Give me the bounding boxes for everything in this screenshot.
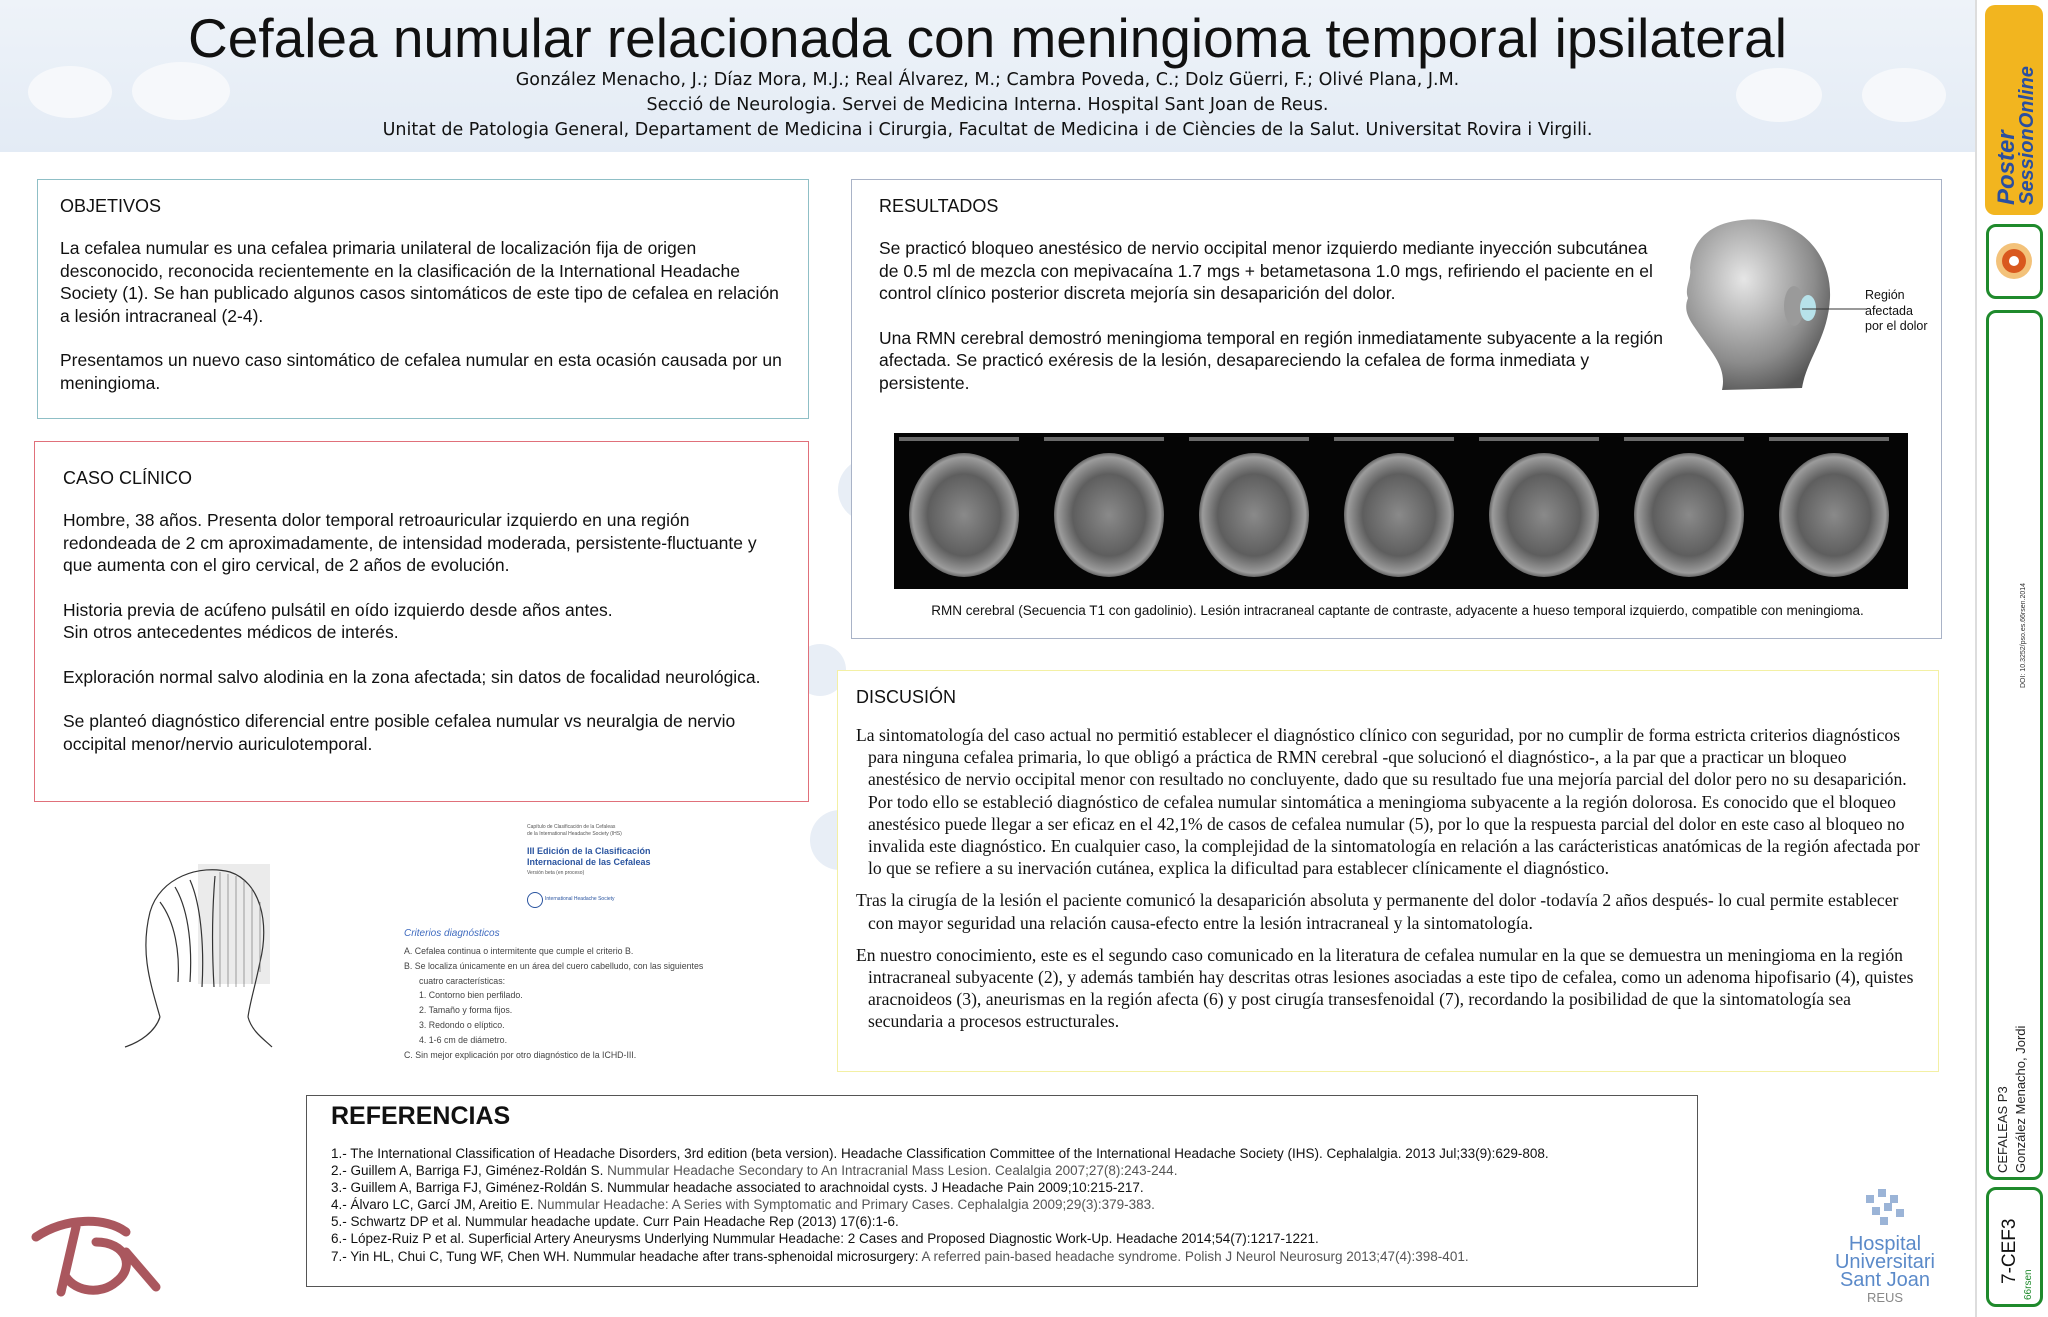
caso-paragraph-4: Se planteó diagnóstico diferencial entre posible cefalea numular vs neuralgia de nervio occipital menor/nervio auriculotemporal.	[63, 711, 736, 754]
leader-line	[1802, 307, 1867, 311]
hospital-word-4: REUS	[1866, 1290, 1904, 1305]
caso-paragraph-3: Exploración normal salvo alodinia en la zona afectada; sin datos de focalidad neurológica.	[63, 666, 761, 687]
resultados-paragraph-2: Una RMN cerebral demostró meningioma temporal en región inmediatamente subyacente a la región afectada. Se practicó exéresis de la lesión, desapareciendo la cefalea de forma inmediata y persistente.	[879, 327, 1664, 393]
hospital-word-1: Hospital	[1848, 1233, 1922, 1255]
head-profile-illustration	[1682, 218, 1832, 393]
criterio-a: A. Cefalea continua o intermitente que cumple el criterio B.	[404, 946, 634, 956]
affiliation-hospital: Secció de Neurologia. Servei de Medicina Interna. Hospital Sant Joan de Reus.	[646, 95, 1329, 115]
discusion-paragraph-2: Tras la cirugía de la lesión el paciente comunicó la desaparición absoluta y permanente del dolor -todavía 2 años después- lo cual permite establecer con mayor seguridad una relación causa-efecto entre la lesión intracraneal y la sintomatología.	[856, 890, 1899, 933]
ihs-logo-icon	[527, 892, 543, 908]
reference-item: 2.- Guillem A, Barriga FJ, Giménez-Roldán S. Nummular Headache Secondary to An Intracranial Mass Lesion. Cealalgia 2007;27(8):243-244.	[331, 1163, 1178, 1179]
criteria-doc-logo-text: International Headache Society	[545, 896, 615, 902]
poster-session-online-badge[interactable]	[1985, 5, 2043, 215]
resultados-section	[851, 179, 1942, 639]
hospital-logo-text	[1820, 1235, 1950, 1307]
hospital-word-3: Sant Joan	[1839, 1269, 1931, 1291]
brand-text-poster: Poster	[1993, 130, 2020, 205]
affected-region-label	[1865, 288, 1928, 335]
society-logo-icon	[1989, 227, 2040, 296]
caso-paragraph-1: Hombre, 38 años. Presenta dolor temporal retroauricular izquierdo en una región redondeada de 2 cm aproximadamente, de intensidad moderada, persistente-fluctuante y que aumenta con el giro cervical, de 2 años de evolución.	[63, 510, 757, 575]
discusion-paragraph-3: En nuestro conocimiento, este es el segundo caso comunicado en la literatura de cefalea numular en la que se demuestra un meningioma en la región intracraneal subyacente (2), y además también hay descritas otras lesiones asociadas a este tipo de cefalea, como un adenoma hipofisario (4), quistes aracnoideos (3), aneurismas en la región afecta (6) y post cirugía transesfenoidal (7), recordando la posibilidad de que la sintomatología sea secundaria a procesos estructurales.	[856, 944, 1914, 1032]
criterio-c: C. Sin mejor explicación por otro diagnóstico de la ICHD-III.	[404, 1049, 637, 1060]
hospital-word-2: Universitari	[1834, 1251, 1936, 1273]
category-text: CEFALEAS P3	[1995, 1086, 2010, 1173]
criterios-list	[404, 944, 734, 1062]
head-back-illustration	[120, 862, 275, 1052]
objetivos-section	[37, 179, 809, 419]
criteria-doc-version: Versión beta (en proceso)	[527, 870, 585, 876]
caso-heading: CASO CLÍNICO	[63, 468, 193, 488]
reference-item: 6.- López-Ruiz P et al. Superficial Artery Aneurysms Underlying Nummular Headache: 2 Cases and Proposed Diagnostic Work-Up. Headache 2014;54(7):1217-1221.	[331, 1231, 1319, 1247]
objetivos-heading: OBJETIVOS	[60, 196, 162, 216]
criterio-b-1: 1. Contorno bien perfilado.	[419, 990, 523, 1001]
resultados-heading: RESULTADOS	[879, 196, 999, 216]
resultados-paragraph-1: Se practicó bloqueo anestésico de nervio occipital menor izquierdo mediante inyección subcutánea de 0.5 ml de mezcla con mepivacaína 1.7 mgs + betametasona 1.0 mgs, refiriendo el paciente en el control clínico posterior discreta mejoría sin desaparición del dolor.	[879, 238, 1653, 303]
discusion-paragraph-1: La sintomatología del caso actual no permitió establecer el diagnóstico clínico con seguridad, por no cumplir de forma estricta criterios diagnósticos para ninguna cefalea primaria, lo que obligó a práctica de RMN cerebral -que solucionó el diagnóstico-, a la par que a practicar un bloqueo anestésico de nervio occipital menor con resultado no concluyente, dado que su resultado fue una mejoría parcial del dolor pero no su desaparición. Por todo ello se estableció diagnóstico de cefalea numular sintomática a meningioma subyacente a la región dolorosa. Es conocido que el bloqueo anestésico puede llegar a ser eficaz en el 42,1% de casos de cefalea numular (5), por lo que la respuesta parcial del dolor en este caso al bloqueo no invalida este diagnóstico. En cualquier caso, la complejidad de la sintomatología en relación a las carácteristicas anatómicas de la región afectada por lo que se refiere a su inervación cutánea, explica la dificultad para establecer clínicamente el diagnóstico.	[856, 725, 1920, 879]
reference-item: 3.- Guillem A, Barriga FJ, Giménez-Roldán S. Nummular headache associated to arachnoidal cysts. J Headache Pain 2009;10:215-217.	[331, 1180, 1144, 1196]
society-logo-box[interactable]	[1986, 224, 2043, 299]
reference-item: 4.- Álvaro LC, Garcí JM, Areitio E. Nummular Headache: A Series with Symptomatic and Primary Cases. Cephalalgia 2009;29(3):379-383.	[331, 1197, 1155, 1213]
mri-image-strip	[894, 433, 1908, 589]
caso-clinico-section	[34, 441, 809, 802]
discusion-section	[837, 670, 1939, 1072]
mri-caption: RMN cerebral (Secuencia T1 con gadolinio). Lesión intracraneal captante de contraste, adyacente a hueso temporal izquierdo, compatible con meningioma.	[931, 603, 1864, 618]
poster-session-sidebar	[1975, 0, 2048, 1317]
criteria-doc-edition1: III Edición de la Clasificación	[527, 846, 651, 856]
reference-item: 1.- The International Classification of Headache Disorders, 3rd edition (beta version). Headache Classification Committee of the International Headache Society (IHS). Cephalalgia. 2013 Jul;33(9):629-808.	[331, 1146, 1549, 1161]
poster-title: Cefalea numular relacionada con meningioma temporal ipsilateral	[188, 7, 1787, 69]
poster-header	[0, 0, 1975, 152]
criterio-b1: B. Se localiza únicamente en un área del cuero cabelludo, con las siguientes	[404, 960, 704, 971]
code-box[interactable]	[1986, 1187, 2043, 1307]
criteria-doc-edition2: Internacional de las Cefaleas	[527, 857, 651, 867]
hospital-logo-icon	[1860, 1185, 1910, 1235]
doi-text: DOI: 10.3252/pso.es.66rsen.2014	[2020, 582, 2027, 688]
criterio-b-3: 3. Redondo o elíptico.	[419, 1019, 505, 1030]
reference-item: 5.- Schwartz DP et al. Nummular headache update. Curr Pain Headache Rep (2013) 17(6):1-6.	[331, 1214, 899, 1230]
caso-paragraph-2b: Sin otros antecedentes médicos de interés.	[63, 622, 399, 642]
urv-logo-icon	[16, 1207, 166, 1305]
criterio-b-4: 4. 1-6 cm de diámetro.	[419, 1034, 508, 1045]
author-text: González Menacho, Jordi	[2013, 1025, 2028, 1173]
category-box	[1986, 310, 2043, 1180]
criterios-heading: Criterios diagnósticos	[404, 928, 500, 939]
criteria-doc-top2: de la International Headache Society (IHS)	[527, 831, 622, 837]
criteria-doc-top1: Capítulo de Clasificación de la Cefaleas	[527, 824, 616, 830]
head-label-1: Región	[1865, 288, 1905, 302]
head-label-2: afectada	[1865, 303, 1913, 318]
criterio-b2: cuatro características:	[419, 975, 506, 986]
affiliation-university: Unitat de Patologia General, Departament de Medicina i Cirurgia, Facultat de Medicina i de Ciències de la Salut. Universitat Rovira i Virgili.	[382, 120, 1593, 140]
ichd-criteria-document	[400, 820, 730, 1070]
referencias-heading: REFERENCIAS	[331, 1102, 511, 1130]
reference-item: 7.- Yin HL, Chui C, Tung WF, Chen WH. Nummular headache after trans-sphenoidal microsurgery: A referred pain-based headache syndrome. Polish J Neurol Neurosurg 2013;47(4):398-401.	[331, 1248, 1469, 1264]
authors: González Menacho, J.; Díaz Mora, M.J.; Real Álvarez, M.; Cambra Poveda, C.; Dolz Güerri, F.; Olivé Plana, J.M.	[515, 70, 1460, 90]
head-label-3: por el dolor	[1865, 319, 1928, 333]
objetivos-paragraph-2: Presentamos un nuevo caso sintomático de cefalea numular en esta ocasión causada por un meningioma.	[60, 350, 782, 393]
referencias-list	[331, 1145, 1673, 1265]
objetivos-paragraph-1: La cefalea numular es una cefalea primaria unilateral de localización fija de origen desconocido, reconocida recientemente en la clasificación de la International Headache Society (1). Se han publicado algunos casos sintomáticos de este tipo de cefalea en relación a lesión intracraneal (2-4).	[60, 238, 779, 326]
referencias-section	[306, 1095, 1698, 1287]
discusion-heading: DISCUSIÓN	[856, 687, 957, 707]
caso-paragraph-2a: Historia previa de acúfeno pulsátil en oído izquierdo desde años antes.	[63, 599, 613, 620]
brand-text-session: SessionOnline	[2016, 66, 2038, 205]
poster-code: 7-CEF3	[1999, 1218, 2020, 1284]
criterio-b-2: 2. Tamaño y forma fijos.	[419, 1005, 513, 1016]
meeting-code: 66rsen	[2023, 1269, 2034, 1300]
mri-slices	[894, 433, 1908, 589]
